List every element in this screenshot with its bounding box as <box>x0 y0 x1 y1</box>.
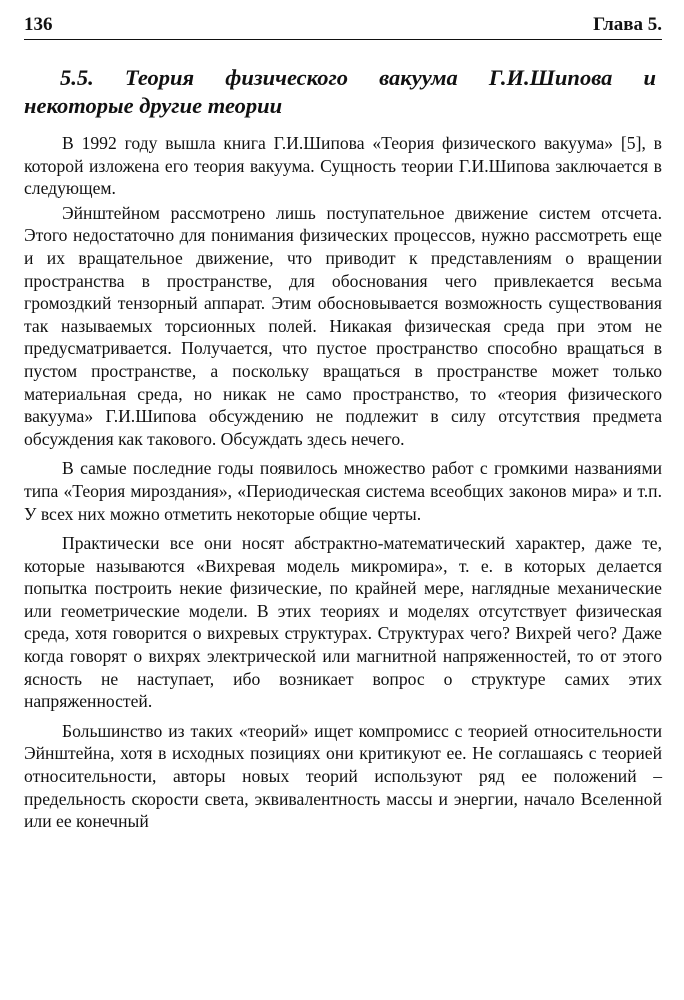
paragraph-1: В 1992 году вышла книга Г.И.Шипова «Теория физического вакуума» [5], в которой изложена его теория вакуума. Сущность теории Г.И.Шипова заключается в следующем. <box>24 133 662 199</box>
paragraph-5: Большинство из таких «теорий» ищет компромисс с теорией относительности Эйнштейна, хотя в исходных позициях они критикуют ее. Не соглашаясь с теорией относительности, авторы новых теорий используют ряд ее положений – предельность скорости света, эквивалентность массы и энергии, начало Вселенной или ее конечный <box>24 720 662 832</box>
paragraph-4: Практически все они носят абстрактно-математический характер, даже те, которые называются «Вихревая модель микромира», т. е. в которых делается попытка построить некие физические, по крайней мере, наглядные механические или геометрические модели. В этих теориях и моделях отсутствует физическая среда, хотя говорится о вихревых структурах. Структурах чего? Вихрей чего? Даже когда говорят о вихрях электрической или магнитной напряженностей, то от этого ясность не наступает, ибо возникает вопрос о структуре самих этих напряженностей. <box>24 533 662 712</box>
section-heading <box>24 64 662 120</box>
book-page <box>24 14 662 833</box>
paragraph-2: Эйнштейном рассмотрено лишь поступательное движение систем отсчета. Этого недостаточно для понимания физических процессов, нужно рассмотреть еще и их вращательное движение, что приводит к представлениям о вращении пространства в пространстве, для обоснования чего привлекается весьма громоздкий тензорный аппарат. Этим обосновывается возможность существования так называемых торсионных полей. Никакая физическая среда при этом не предусматривается. Получается, что пустое пространство способно вращаться в пустом пространстве, а поскольку вращаться в пространстве может только материальная среда, но никак не само пространство, то «теория физического вакуума» Г.И.Шипова обсуждению не подлежит в силу отсутствия предмета обсуждения как такового. Обсуждать здесь нечего. <box>24 202 662 449</box>
page-number: 136 <box>24 14 53 35</box>
chapter-label: Глава 5. <box>593 14 662 35</box>
section-heading-line2: некоторые другие теории <box>24 93 283 118</box>
running-header <box>24 14 662 40</box>
paragraph-3: В самые последние годы появилось множество работ с громкими названиями типа «Теория мироздания», «Периодическая система всеобщих законов мира» и т.п. У всех них можно отметить некоторые общие черты. <box>24 458 662 524</box>
section-heading-line1: 5.5. Теория физического вакуума Г.И.Шипова и <box>60 65 656 90</box>
body-text <box>24 132 662 833</box>
